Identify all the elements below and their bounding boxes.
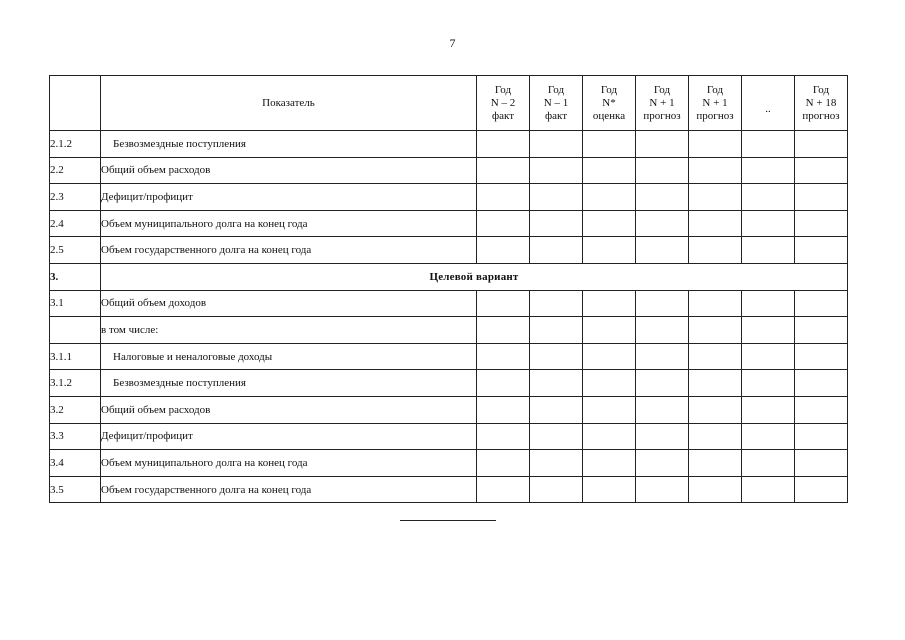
- value-cell: [530, 476, 583, 503]
- value-cell: [583, 210, 636, 237]
- table-row: [50, 370, 848, 397]
- value-cell: [583, 476, 636, 503]
- value-cell: [742, 157, 795, 184]
- value-cell: [530, 157, 583, 184]
- table-row: [50, 157, 848, 184]
- value-cell: [583, 370, 636, 397]
- indicator-table: [49, 75, 848, 503]
- row-indicator-name: Безвозмездные поступления: [101, 131, 477, 158]
- value-cell: [583, 237, 636, 264]
- value-cell: [530, 423, 583, 450]
- value-cell: [583, 343, 636, 370]
- value-cell: [742, 396, 795, 423]
- value-cell: [795, 131, 848, 158]
- row-indicator-name: Общий объем доходов: [101, 290, 477, 317]
- value-cell: [742, 131, 795, 158]
- header-year-column: Год N + 1 прогноз: [689, 76, 742, 131]
- table-row: [50, 317, 848, 344]
- value-cell: [583, 423, 636, 450]
- row-code: 3.4: [50, 450, 101, 477]
- table-row: [50, 290, 848, 317]
- value-cell: [795, 210, 848, 237]
- header-ellipsis-column: ..: [742, 76, 795, 131]
- value-cell: [795, 396, 848, 423]
- section-row: [50, 263, 848, 290]
- value-cell: [636, 476, 689, 503]
- value-cell: [636, 396, 689, 423]
- row-indicator-name: Дефицит/профицит: [101, 184, 477, 211]
- table-row: [50, 210, 848, 237]
- row-code: 2.4: [50, 210, 101, 237]
- value-cell: [689, 423, 742, 450]
- header-code-cell: [50, 76, 101, 131]
- header-indicator: Показатель: [101, 76, 477, 131]
- closing-rule: [400, 520, 496, 521]
- value-cell: [742, 237, 795, 264]
- value-cell: [477, 237, 530, 264]
- value-cell: [689, 396, 742, 423]
- value-cell: [689, 184, 742, 211]
- value-cell: [636, 237, 689, 264]
- table-body: [50, 131, 848, 503]
- value-cell: [742, 317, 795, 344]
- value-cell: [742, 370, 795, 397]
- value-cell: [477, 290, 530, 317]
- section-title: Целевой вариант: [101, 263, 848, 290]
- header-year-column: Год N + 18 прогноз: [795, 76, 848, 131]
- table-row: [50, 476, 848, 503]
- value-cell: [477, 396, 530, 423]
- value-cell: [583, 157, 636, 184]
- row-indicator-name: Общий объем расходов: [101, 396, 477, 423]
- value-cell: [742, 210, 795, 237]
- value-cell: [530, 290, 583, 317]
- value-cell: [795, 237, 848, 264]
- value-cell: [795, 476, 848, 503]
- value-cell: [795, 317, 848, 344]
- table-row: [50, 423, 848, 450]
- value-cell: [477, 476, 530, 503]
- value-cell: [636, 184, 689, 211]
- value-cell: [636, 210, 689, 237]
- header-year-column: Год N* оценка: [583, 76, 636, 131]
- value-cell: [583, 317, 636, 344]
- row-code: 3.1.1: [50, 343, 101, 370]
- value-cell: [742, 290, 795, 317]
- row-indicator-name: Объем муниципального долга на конец года: [101, 450, 477, 477]
- value-cell: [583, 290, 636, 317]
- table-row: [50, 184, 848, 211]
- value-cell: [795, 370, 848, 397]
- row-code: 3.: [50, 263, 101, 290]
- value-cell: [636, 423, 689, 450]
- table-row: [50, 343, 848, 370]
- value-cell: [689, 237, 742, 264]
- table-row: [50, 396, 848, 423]
- value-cell: [689, 210, 742, 237]
- value-cell: [477, 450, 530, 477]
- value-cell: [689, 157, 742, 184]
- value-cell: [477, 423, 530, 450]
- row-code: 2.3: [50, 184, 101, 211]
- header-year-column: Год N – 2 факт: [477, 76, 530, 131]
- value-cell: [795, 184, 848, 211]
- table-row: [50, 131, 848, 158]
- value-cell: [689, 343, 742, 370]
- value-cell: [689, 476, 742, 503]
- row-indicator-name: Дефицит/профицит: [101, 423, 477, 450]
- row-indicator-name: в том числе:: [101, 317, 477, 344]
- value-cell: [530, 343, 583, 370]
- value-cell: [742, 450, 795, 477]
- value-cell: [477, 210, 530, 237]
- row-code: 3.3: [50, 423, 101, 450]
- value-cell: [636, 131, 689, 158]
- value-cell: [742, 476, 795, 503]
- value-cell: [530, 237, 583, 264]
- value-cell: [477, 157, 530, 184]
- value-cell: [477, 343, 530, 370]
- value-cell: [636, 290, 689, 317]
- row-indicator-name: Безвозмездные поступления: [101, 370, 477, 397]
- value-cell: [795, 450, 848, 477]
- value-cell: [742, 423, 795, 450]
- value-cell: [477, 317, 530, 344]
- table-row: [50, 237, 848, 264]
- value-cell: [795, 423, 848, 450]
- table-header-row: [50, 76, 848, 131]
- value-cell: [477, 184, 530, 211]
- value-cell: [636, 317, 689, 344]
- value-cell: [530, 370, 583, 397]
- header-year-column: Год N – 1 факт: [530, 76, 583, 131]
- value-cell: [689, 290, 742, 317]
- row-indicator-name: Объем государственного долга на конец года: [101, 237, 477, 264]
- value-cell: [636, 157, 689, 184]
- value-cell: [477, 370, 530, 397]
- value-cell: [795, 157, 848, 184]
- row-code: 2.5: [50, 237, 101, 264]
- row-code: 2.2: [50, 157, 101, 184]
- value-cell: [583, 184, 636, 211]
- value-cell: [689, 450, 742, 477]
- value-cell: [530, 396, 583, 423]
- row-indicator-name: Объем муниципального долга на конец года: [101, 210, 477, 237]
- row-code: 3.1.2: [50, 370, 101, 397]
- value-cell: [689, 317, 742, 344]
- value-cell: [530, 210, 583, 237]
- value-cell: [689, 370, 742, 397]
- value-cell: [795, 290, 848, 317]
- value-cell: [636, 450, 689, 477]
- row-code: [50, 317, 101, 344]
- value-cell: [530, 184, 583, 211]
- value-cell: [583, 450, 636, 477]
- row-code: 3.1: [50, 290, 101, 317]
- value-cell: [583, 396, 636, 423]
- value-cell: [795, 343, 848, 370]
- table-row: [50, 450, 848, 477]
- value-cell: [530, 131, 583, 158]
- row-code: 3.5: [50, 476, 101, 503]
- value-cell: [689, 131, 742, 158]
- value-cell: [530, 450, 583, 477]
- value-cell: [530, 317, 583, 344]
- page-number: 7: [449, 36, 456, 50]
- value-cell: [636, 370, 689, 397]
- header-year-column: Год N + 1 прогноз: [636, 76, 689, 131]
- row-indicator-name: Объем государственного долга на конец года: [101, 476, 477, 503]
- value-cell: [742, 343, 795, 370]
- row-indicator-name: Налоговые и неналоговые доходы: [101, 343, 477, 370]
- row-code: 2.1.2: [50, 131, 101, 158]
- value-cell: [742, 184, 795, 211]
- value-cell: [477, 131, 530, 158]
- row-code: 3.2: [50, 396, 101, 423]
- row-indicator-name: Общий объем расходов: [101, 157, 477, 184]
- value-cell: [636, 343, 689, 370]
- value-cell: [583, 131, 636, 158]
